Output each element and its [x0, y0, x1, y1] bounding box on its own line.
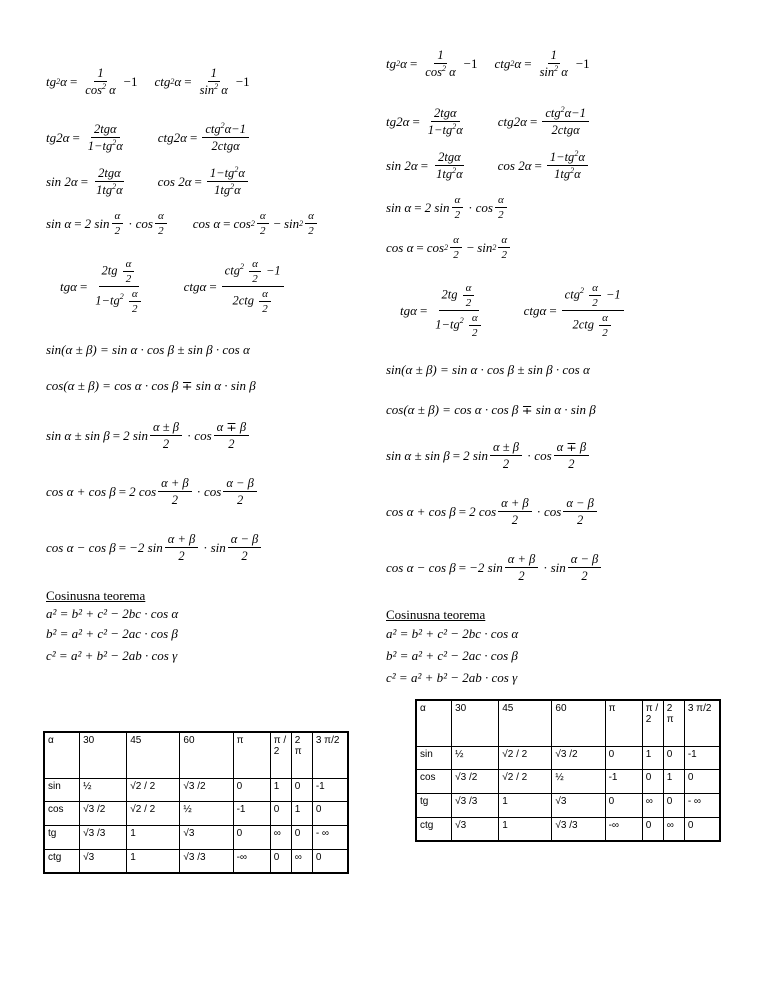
table-cell: 1	[127, 849, 180, 873]
table-cell: 45	[499, 700, 552, 746]
table-cell: ∞	[270, 825, 291, 849]
table-cell: 0	[312, 801, 348, 825]
table-cell: 3 π/2	[312, 732, 348, 778]
table-cell: √2 / 2	[127, 778, 180, 801]
function-label: ctg	[44, 849, 80, 873]
table-cell: 60	[180, 732, 233, 778]
table-cell: 45	[127, 732, 180, 778]
table-cell: √3	[180, 825, 233, 849]
half-sin-cos: sin α = 2 sin $\frac{\alpha}{2}$ · cos $\frac{\alpha}{2}$ cos α = cos 2 $\frac{\alpha}{2}$ − sin 2 $\frac{\alpha}{2}$	[46, 210, 319, 237]
table-cell: -1	[233, 801, 270, 825]
table-cell: 0	[663, 746, 684, 769]
table-cell: 1	[642, 746, 663, 769]
cosine-line-b: b² = a² + c² − 2ac · cos β	[46, 626, 178, 641]
table-cell: 0	[663, 793, 684, 817]
cos-sum: cos(α ± β) = cos α · cos β ∓ sin α · sin β	[386, 402, 596, 417]
table-cell: √3 /3	[552, 817, 605, 841]
tg2-identity: tg 2 α = $\frac{1}{\cos^2 \alpha}$ −1 ctg 2 α = $\frac{1}{\sin^2 \alpha}$ −1	[46, 66, 250, 97]
double-sin-cos: sin 2α = $\frac{\text{2tgα}}{1tg^2\alpha}$ cos 2α = $\frac{1-tg^2\alpha}{1tg^2\alpha}$	[386, 150, 590, 181]
tg2-identity: tg 2 α = $\frac{1}{\cos^2 \alpha}$ −1 ctg 2 α = $\frac{1}{\sin^2 \alpha}$ −1	[386, 48, 590, 79]
table-cell: √3 /3	[452, 793, 499, 817]
table-cell: 0	[291, 778, 312, 801]
sin-pm: sin α ± sin β = 2 sin $\frac{\alpha \pm \beta}{2}$ · cos $\frac{\alpha \mp \beta}{2}$	[386, 440, 591, 471]
double-tg-ctg: tg2α = $\frac{\text{2tgα}}{1-tg^2\alpha}$ ctg2α = $\frac{ctg^2\alpha-1}{\text{2ctgα}}$	[386, 106, 591, 137]
table-cell: 0	[605, 793, 642, 817]
table-cell: -1	[684, 746, 720, 769]
table-cell: ∞	[642, 793, 663, 817]
table-header-row	[416, 700, 720, 746]
table-cell: 1	[663, 769, 684, 793]
cos-plus: cos α + cos β = 2 cos $\frac{\alpha + \beta}{2}$ · cos $\frac{\alpha - \beta}{2}$	[46, 476, 259, 507]
table-cell: π / 2	[270, 732, 291, 778]
table-cell: 2 π	[291, 732, 312, 778]
double-tg-ctg: tg2α = $\frac{\text{2tgα}}{1-tg^2\alpha}$ ctg2α = $\frac{ctg^2\alpha-1}{\text{2ctgα}}$	[46, 122, 251, 153]
trig-values-table-right	[415, 699, 721, 842]
cos-plus: cos α + cos β = 2 cos $\frac{\alpha + \beta}{2}$ · cos $\frac{\alpha - \beta}{2}$	[386, 496, 599, 527]
table-cell: -1	[312, 778, 348, 801]
table-cell: 60	[552, 700, 605, 746]
table-cell: 3 π/2	[684, 700, 720, 746]
table-cell: √3	[452, 817, 499, 841]
table-cell: 0	[684, 817, 720, 841]
table-cell: ∞	[291, 849, 312, 873]
table-cell: 1	[127, 825, 180, 849]
cosine-theorem-heading: Cosinusna teorema	[386, 607, 486, 622]
table-cell: 30	[452, 700, 499, 746]
table-cell: 0	[233, 778, 270, 801]
function-label: tg	[44, 825, 80, 849]
table-cell: √3 /2	[452, 769, 499, 793]
table-cell: √2 / 2	[127, 801, 180, 825]
table-cell: 0	[270, 849, 291, 873]
table-cell: 2 π	[663, 700, 684, 746]
table-cell: 0	[233, 825, 270, 849]
table-cell: ½	[180, 801, 233, 825]
table-cell: 0	[291, 825, 312, 849]
table-cell: α	[44, 732, 80, 778]
table-cell: π	[233, 732, 270, 778]
table-cell: ½	[80, 778, 127, 801]
table-row	[416, 793, 720, 817]
table-cell: 1	[499, 793, 552, 817]
table-row	[416, 817, 720, 841]
function-label: tg	[416, 793, 452, 817]
table-cell: √3	[80, 849, 127, 873]
table-row	[416, 769, 720, 793]
table-row	[416, 746, 720, 769]
table-cell: √3 /2	[552, 746, 605, 769]
table-cell: - ∞	[312, 825, 348, 849]
sin-sum: sin(α ± β) = sin α · cos β ± sin β · cos α	[46, 342, 250, 357]
table-cell: √3 /3	[180, 849, 233, 873]
table-cell: √3 /3	[80, 825, 127, 849]
table-cell: -∞	[233, 849, 270, 873]
table-cell: √3 /2	[180, 778, 233, 801]
table-cell: 1	[499, 817, 552, 841]
table-cell: 0	[684, 769, 720, 793]
sin-sum: sin(α ± β) = sin α · cos β ± sin β · cos α	[386, 362, 590, 377]
half-sin: sin α = 2 sin $\frac{\alpha}{2}$ · cos $\frac{\alpha}{2}$	[386, 194, 509, 221]
function-label: cos	[416, 769, 452, 793]
cosine-line-c: c² = a² + b² − 2ab · cos γ	[386, 670, 518, 685]
sin-pm: sin α ± sin β = 2 sin $\frac{\alpha \pm \beta}{2}$ · cos $\frac{\alpha \mp \beta}{2}$	[46, 420, 251, 451]
cosine-line-a: a² = b² + c² − 2bc · cos α	[386, 626, 519, 641]
cos-sum: cos(α ± β) = cos α · cos β ∓ sin α · sin β	[46, 378, 256, 393]
double-sin-cos: sin 2α = $\frac{\text{2tgα}}{1tg^2\alpha}$ cos 2α = $\frac{1-tg^2\alpha}{1tg^2\alpha}$	[46, 166, 250, 197]
function-label: cos	[44, 801, 80, 825]
table-cell: 0	[642, 817, 663, 841]
table-cell: ½	[552, 769, 605, 793]
half-cos: cos α = cos 2 $\frac{\alpha}{2}$ − sin 2 $\frac{\alpha}{2}$	[386, 234, 512, 261]
function-label: sin	[44, 778, 80, 801]
table-cell: 0	[312, 849, 348, 873]
cosine-line-b: b² = a² + c² − 2ac · cos β	[386, 648, 518, 663]
table-cell: √2 / 2	[499, 746, 552, 769]
table-cell: π / 2	[642, 700, 663, 746]
table-cell: 0	[642, 769, 663, 793]
cosine-line-c: c² = a² + b² − 2ab · cos γ	[46, 648, 178, 663]
half-tg-ctg: tgα = 2tg $\frac{\alpha}{2}$ $1-tg^2$ $\frac{\alpha}{2}$ ctgα = ctg$^2$ $\frac{\alpha}{2}$ −1 2ctg $\frac{\alpha}{2}$	[60, 258, 286, 315]
table-cell: -1	[605, 769, 642, 793]
function-label: ctg	[416, 817, 452, 841]
function-label: sin	[416, 746, 452, 769]
cosine-theorem-heading: Cosinusna teorema	[46, 588, 146, 603]
table-cell: √2 / 2	[499, 769, 552, 793]
table-cell: √3 /2	[80, 801, 127, 825]
table-cell: √3	[552, 793, 605, 817]
table-cell: 30	[80, 732, 127, 778]
table-cell: α	[416, 700, 452, 746]
table-cell: π	[605, 700, 642, 746]
cos-minus: cos α − cos β = −2 sin $\frac{\alpha + \beta}{2}$ · sin $\frac{\alpha - \beta}{2}$	[46, 532, 263, 563]
table-cell: 0	[605, 746, 642, 769]
table-cell: 1	[270, 778, 291, 801]
cosine-line-a: a² = b² + c² − 2bc · cos α	[46, 606, 179, 621]
cos-minus: cos α − cos β = −2 sin $\frac{\alpha + \beta}{2}$ · sin $\frac{\alpha - \beta}{2}$	[386, 552, 603, 583]
table-cell: ½	[452, 746, 499, 769]
table-cell: -∞	[605, 817, 642, 841]
table-cell: 1	[291, 801, 312, 825]
half-tg-ctg: tgα = 2tg $\frac{\alpha}{2}$ $1-tg^2$ $\frac{\alpha}{2}$ ctgα = ctg$^2$ $\frac{\alpha}{2}$ −1 2ctg $\frac{\alpha}{2}$	[400, 282, 626, 339]
table-cell: - ∞	[684, 793, 720, 817]
table-cell: 0	[270, 801, 291, 825]
table-cell: ∞	[663, 817, 684, 841]
